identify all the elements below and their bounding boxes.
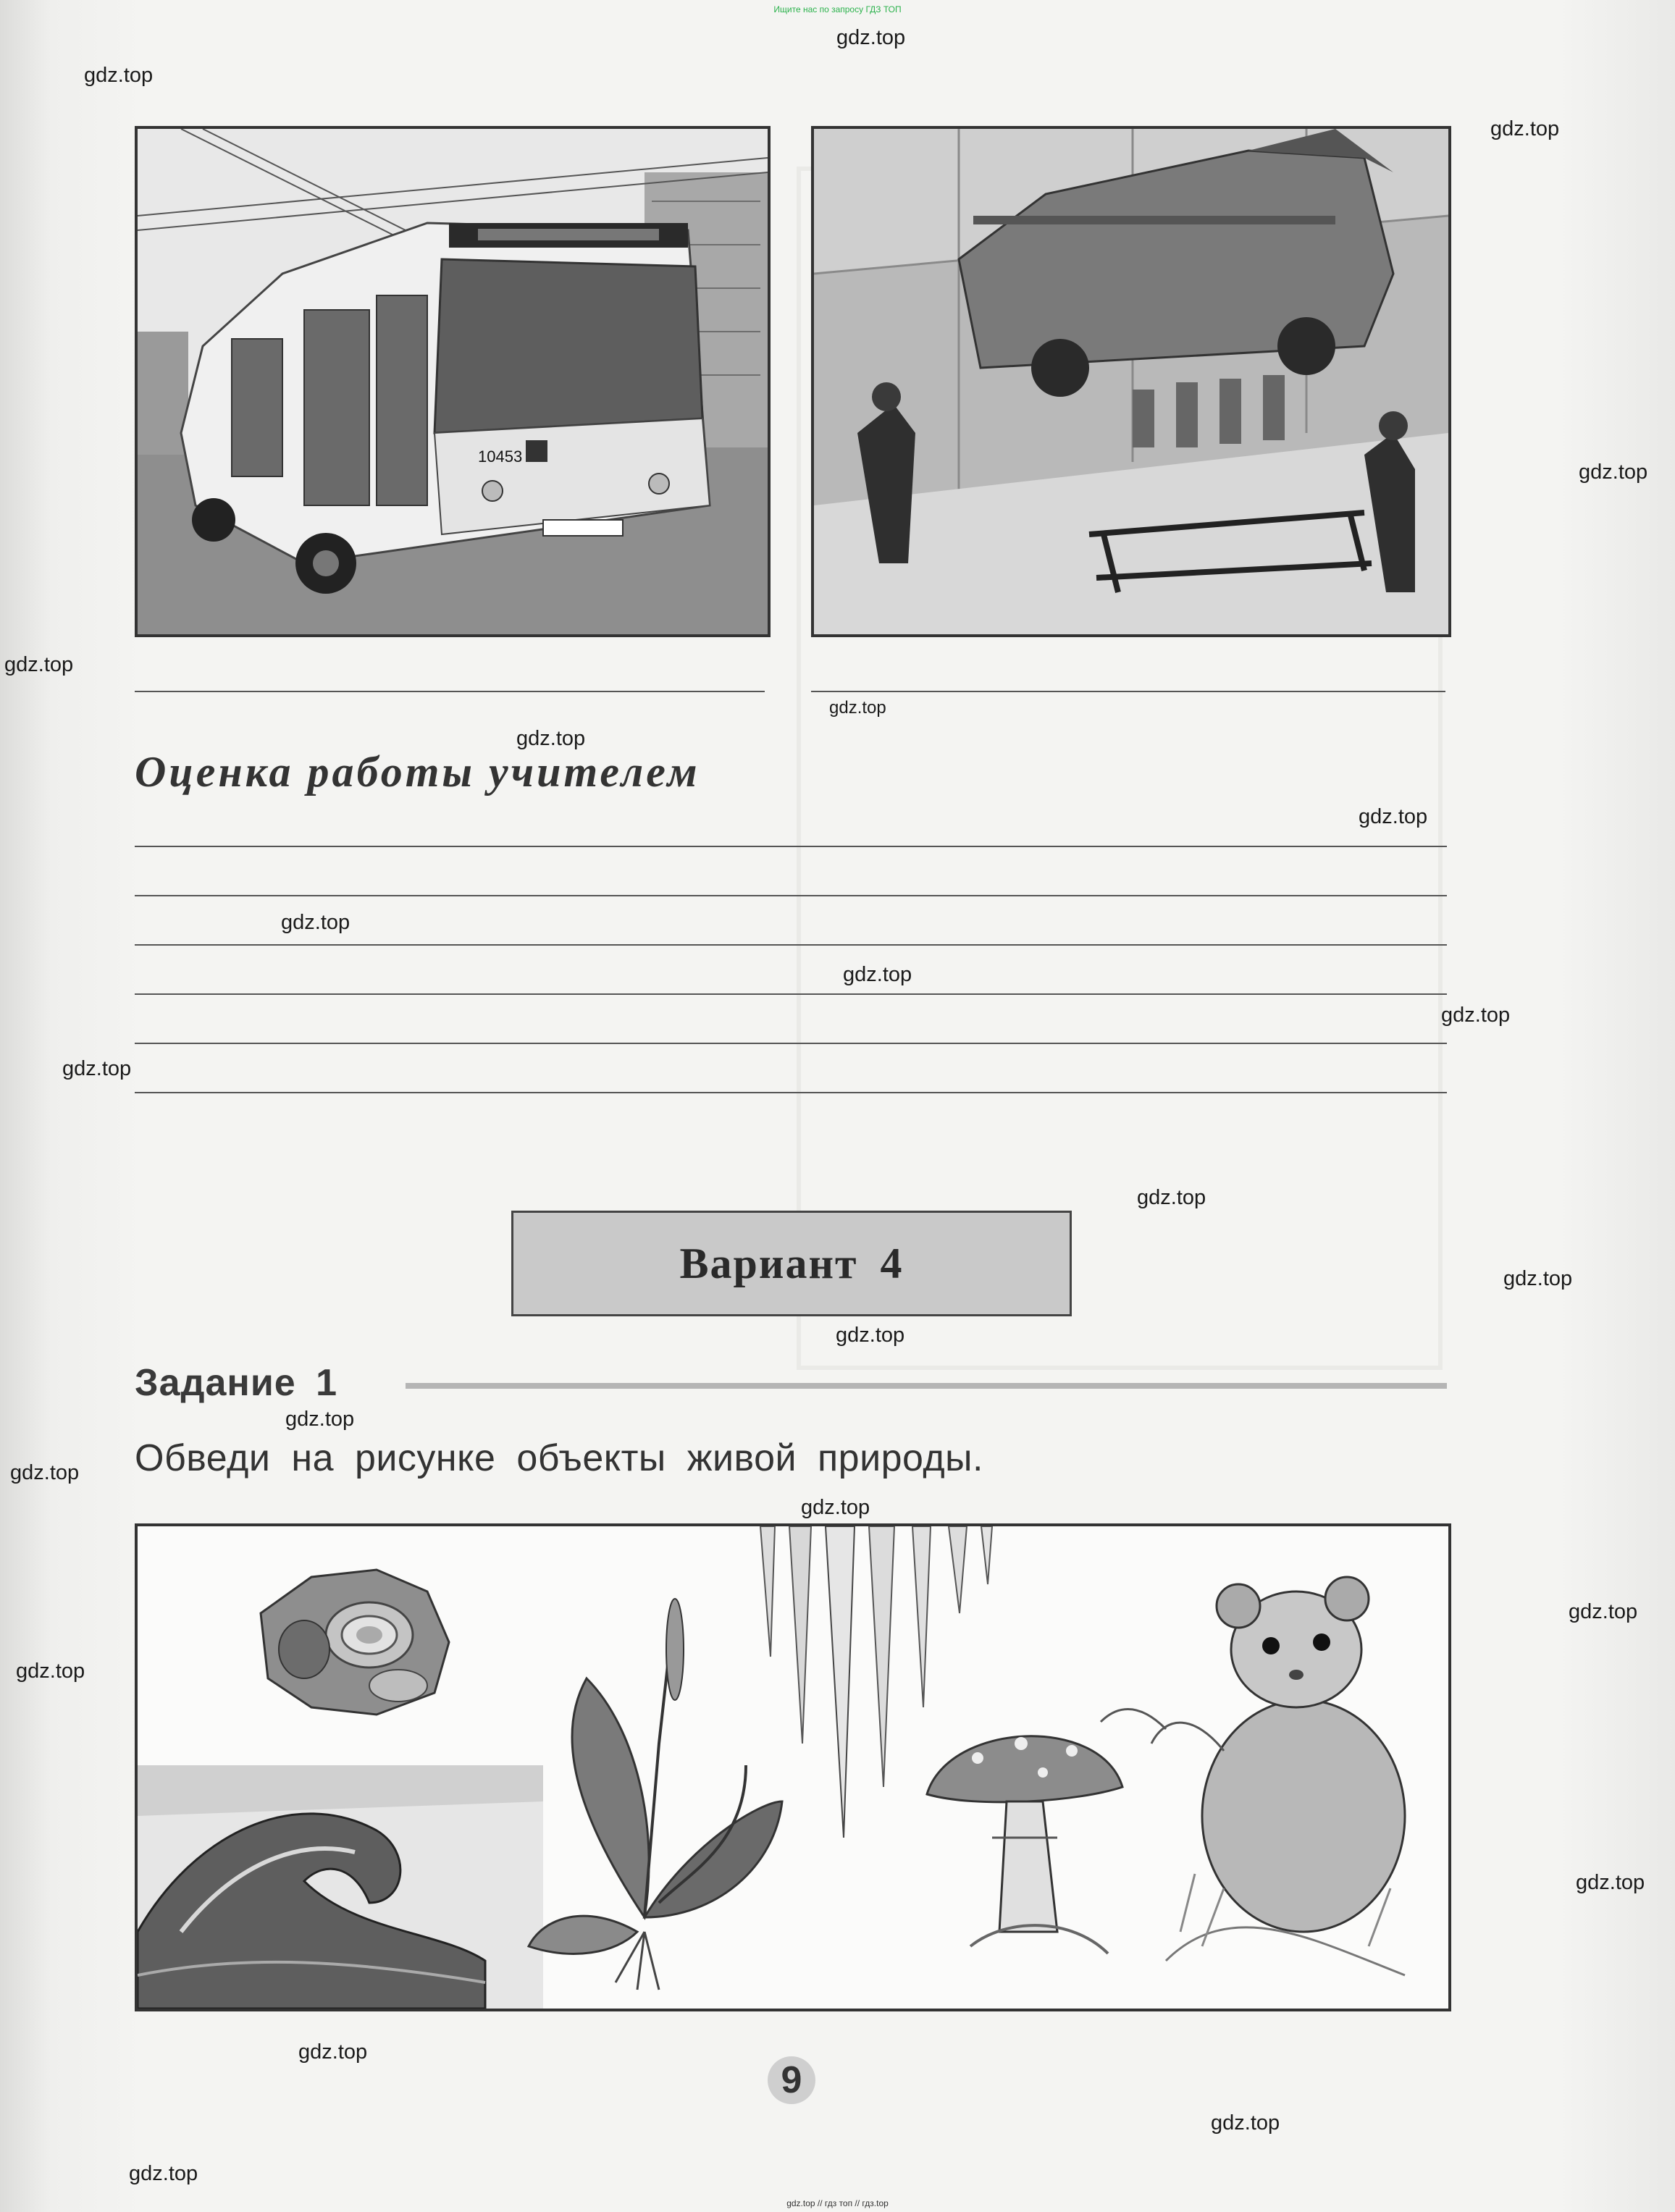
hamster xyxy=(1101,1577,1405,1975)
task-title-rule xyxy=(406,1383,1447,1389)
header-note: Ищите нас по запросу ГДЗ ТОП xyxy=(773,4,902,14)
watermark: gdz.top xyxy=(10,1461,80,1484)
watermark: gdz.top xyxy=(836,1324,905,1347)
watermark: gdz.top xyxy=(516,727,586,750)
watermark: gdz.top xyxy=(1503,1267,1573,1290)
watermark: gdz.top xyxy=(829,698,886,718)
writing-line xyxy=(135,846,1447,847)
watermark: gdz.top xyxy=(281,911,350,934)
nature-objects-picture xyxy=(135,1523,1451,2011)
watermark: gdz.top xyxy=(1137,1186,1206,1209)
sea-wave xyxy=(138,1765,543,2009)
watermark: gdz.top xyxy=(129,2162,198,2185)
watermark: gdz.top xyxy=(1441,1004,1511,1027)
page-number: 9 xyxy=(768,2056,815,2104)
variant-header xyxy=(511,1211,1072,1316)
evaluation-title: Оценка работы учителем xyxy=(135,748,700,796)
writing-line xyxy=(135,993,1447,995)
mushroom xyxy=(927,1736,1122,1954)
watermark: gdz.top xyxy=(84,64,154,87)
footer-note: gdz.top // гдз топ // гдз.top xyxy=(786,2198,889,2208)
watermark: gdz.top xyxy=(801,1496,870,1519)
watermark: gdz.top xyxy=(1490,117,1560,140)
writing-line xyxy=(135,1092,1447,1093)
watermark: gdz.top xyxy=(1359,805,1428,828)
watermark: gdz.top xyxy=(843,963,912,986)
watermark: gdz.top xyxy=(285,1408,355,1431)
writing-line xyxy=(135,895,1447,896)
watermark: gdz.top xyxy=(16,1660,85,1683)
plantain-plant xyxy=(529,1599,782,1990)
variant-label: Вариант 4 xyxy=(679,1239,904,1287)
trolleybus-photo xyxy=(135,126,771,637)
writing-line xyxy=(135,1043,1447,1044)
task-title: Задание 1 xyxy=(135,1362,338,1404)
watermark: gdz.top xyxy=(836,26,906,49)
task-instruction: Обведи на рисунке объекты живой природы. xyxy=(135,1437,983,1479)
stone-object xyxy=(261,1570,449,1715)
watermark: gdz.top xyxy=(298,2040,368,2064)
car-factory-photo xyxy=(811,126,1451,637)
caption-line-left xyxy=(135,691,765,692)
watermark: gdz.top xyxy=(62,1057,132,1080)
watermark: gdz.top xyxy=(1576,1871,1645,1894)
watermark: gdz.top xyxy=(1569,1600,1638,1623)
bus-number-label: 10453 xyxy=(478,447,523,466)
watermark: gdz.top xyxy=(1211,2111,1280,2135)
watermark: gdz.top xyxy=(4,653,74,676)
writing-line xyxy=(135,944,1447,946)
caption-line-right xyxy=(811,691,1445,692)
watermark: gdz.top xyxy=(1579,461,1648,484)
